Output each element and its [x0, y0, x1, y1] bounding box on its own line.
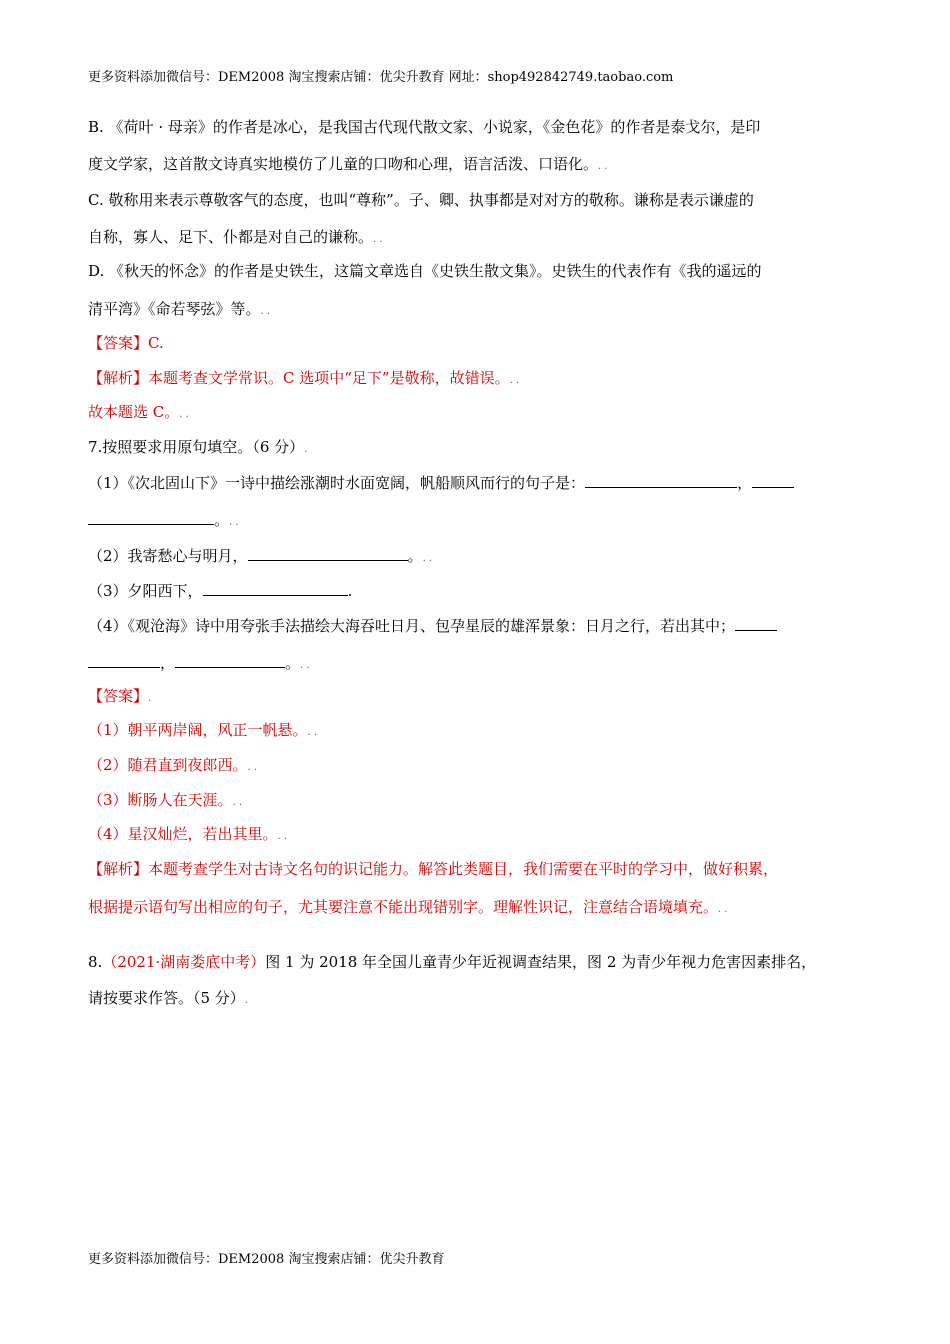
paragraph-mark: . — [244, 995, 249, 1006]
option-b-line1: B. 《荷叶 · 母亲》的作者是冰心，是我国古代现代散文家、小说家，《金色花》的作者是泰戈尔，是印 — [88, 118, 761, 136]
conclusion-text: 故本题选 C。 — [88, 403, 180, 421]
answer-2-text: （2）随君直到夜郎西。 — [88, 756, 248, 774]
answer-blank[interactable] — [203, 580, 348, 596]
answer-blank[interactable] — [88, 652, 160, 668]
paragraph-mark: . . — [300, 660, 310, 671]
q7-item-2 — [88, 545, 432, 569]
paragraph-mark: . . — [260, 306, 271, 317]
period-dot: . — [347, 582, 353, 600]
q7-item-1-text: （1）《次北固山下》一诗中描绘涨潮时水面宽阔，帆船顺风而行的句子是： — [88, 474, 586, 492]
q7-item-1 — [88, 472, 794, 493]
option-d-line1: D. 《秋天的怀念》的作者是史铁生，这篇文章选自《史铁生散文集》。史铁生的代表作有《我的遥远的 — [88, 262, 762, 280]
paragraph-mark: . . — [718, 904, 728, 915]
analysis-text: 本题考查学生对古诗文名句的识记能力。解答此类题目，我们需要在平时的学习中，做好积累， — [148, 860, 779, 878]
q7-item-3-text: （3）夕阳西下， — [88, 582, 203, 600]
answer-blank[interactable] — [735, 615, 777, 631]
answer-blank[interactable] — [175, 652, 285, 668]
q7-answer-3 — [88, 790, 242, 813]
paragraph-mark: . — [148, 693, 152, 704]
paragraph-mark: . . — [307, 727, 318, 738]
answer-1-text: （1）朝平两岸阔，风正一帆悬。 — [88, 721, 308, 739]
q7-answer-2 — [88, 755, 257, 778]
paragraph-mark: . . — [598, 161, 608, 172]
comma: ， — [160, 654, 176, 672]
answer-4-text: （4）星汉灿烂，若出其里。 — [88, 825, 278, 843]
answer-blank[interactable] — [248, 545, 408, 561]
q8-text-cont: 请按要求作答。（5 分） — [88, 989, 245, 1007]
answer-blank[interactable] — [752, 472, 794, 488]
paragraph-mark: . . — [509, 375, 520, 386]
paragraph-mark: . . — [229, 517, 239, 528]
paragraph-mark: . . — [277, 831, 288, 842]
q7-item-4-cont — [88, 652, 310, 676]
q7-title-text: 7.按照要求用原句填空。（6 分） — [88, 438, 305, 456]
answer-value: C. — [148, 334, 164, 352]
q8-line2 — [88, 988, 248, 1011]
q6-answer — [88, 333, 164, 353]
option-d-text: 清平湾》《命若琴弦》等。 — [88, 300, 261, 318]
q7-answer-4 — [88, 824, 287, 847]
page-footer: 更多资料添加微信号：DEM2008 淘宝搜索店铺：优尖升教育 — [88, 1252, 445, 1267]
option-d-line2 — [88, 299, 270, 322]
answer-blank[interactable] — [88, 509, 214, 525]
q8-source: （2021·湖南娄底中考） — [102, 953, 266, 971]
period: 。 — [407, 547, 423, 565]
period: 。 — [214, 511, 230, 529]
q7-title — [88, 437, 307, 460]
paragraph-mark: . . — [373, 234, 383, 245]
option-c-text: 自称，寡人、足下、仆都是对自己的谦称。 — [88, 228, 374, 246]
q7-analysis-line1 — [88, 859, 778, 879]
page-header: 更多资料添加微信号：DEM2008 淘宝搜索店铺：优尖升教育 网址：shop492842749.taobao.com — [88, 70, 674, 85]
q7-analysis-line2 — [88, 897, 728, 920]
option-b-text: 度文学家，这首散文诗真实地模仿了儿童的口吻和心理，语言活泼、口语化。 — [88, 155, 599, 173]
paragraph-mark: . . — [179, 409, 189, 420]
comma: ， — [737, 474, 753, 492]
q7-item-3 — [88, 580, 352, 601]
analysis-label: 【解析】 — [88, 860, 149, 878]
q7-item-4 — [88, 615, 777, 636]
q6-analysis — [88, 368, 519, 391]
q8-text: 图 1 为 2018 年全国儿童青少年近视调查结果，图 2 为青少年视力危害因素排名， — [265, 953, 817, 971]
option-b-line2 — [88, 154, 608, 177]
paragraph-mark: . — [304, 444, 308, 455]
q7-item-2-text: （2）我寄愁心与明月， — [88, 547, 248, 565]
q7-answer-1 — [88, 720, 317, 743]
answer-blank[interactable] — [585, 472, 737, 488]
paragraph-mark: . . — [247, 762, 258, 773]
option-c-line1: C. 敬称用来表示尊敬客气的态度，也叫“尊称”。子、卿、执事都是对对方的敬称。谦称是表示谦虚的 — [88, 191, 754, 209]
q8-number: 8. — [88, 953, 103, 971]
analysis-label: 【解析】 — [88, 369, 149, 387]
q7-item-4-text: （4）《观沧海》诗中用夸张手法描绘大海吞吐日月、包孕星辰的雄浑景象：日月之行，若出其中； — [88, 617, 736, 635]
option-c-line2 — [88, 227, 383, 250]
q6-conclusion — [88, 402, 189, 425]
q8-line1 — [88, 952, 816, 972]
answer-3-text: （3）断肠人在天涯。 — [88, 791, 233, 809]
paragraph-mark: . . — [232, 797, 243, 808]
period: 。 — [285, 654, 301, 672]
q7-item-1-cont — [88, 509, 239, 533]
paragraph-mark: . . — [422, 553, 433, 564]
analysis-text: 根据提示语句写出相应的句子，尤其要注意不能出现错别字。理解性识记，注意结合语境填充。 — [88, 898, 719, 916]
q7-answer-label — [88, 686, 151, 709]
answer-label: 【答案】 — [88, 334, 149, 352]
answer-label: 【答案】 — [88, 687, 149, 705]
analysis-text: 本题考查文学常识。C 选项中“足下”是敬称，故错误。 — [148, 369, 510, 387]
